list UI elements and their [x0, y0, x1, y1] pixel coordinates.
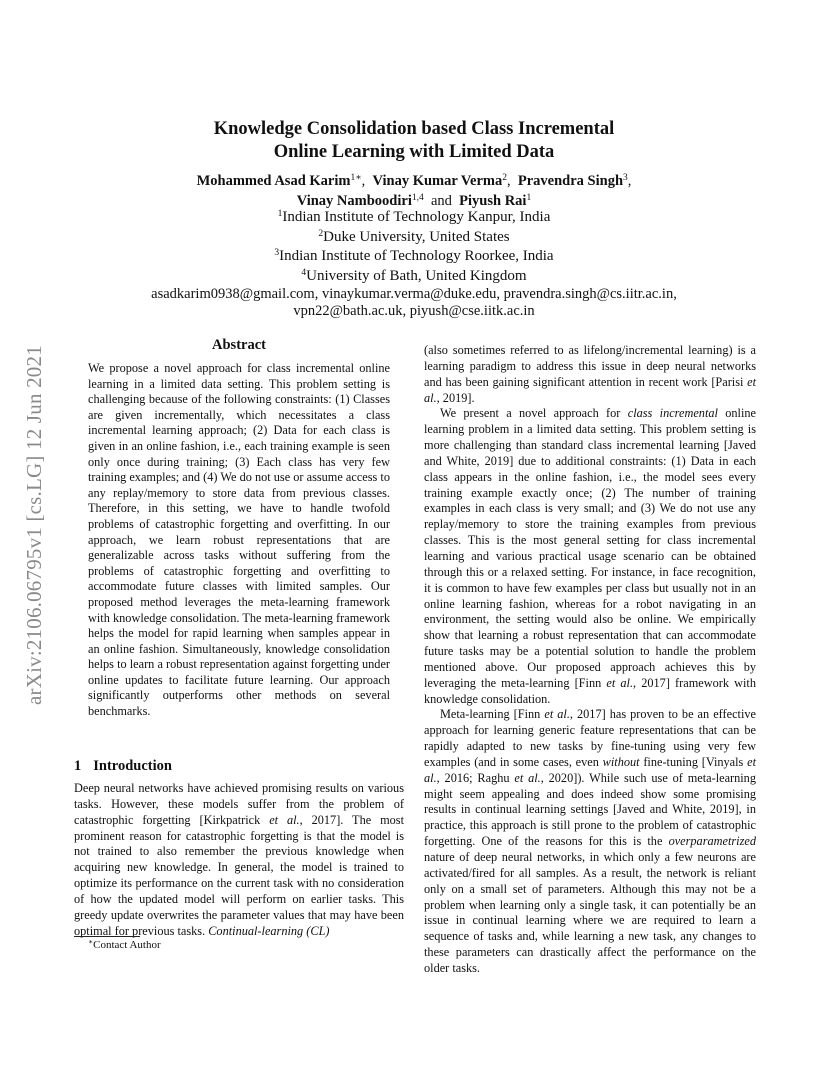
text-run: , 2020]). While such use of meta-learning might seem appealing and does indeed show some promising results in continual learning settings [Javed and White, 2019], in practice, this approach is still prone to the problem of catastrophic forgetting. One of the reasons for this is the [424, 770, 756, 849]
text-run-italic: et al. [424, 754, 756, 785]
affiliation [0, 228, 828, 248]
text-run: , 2017] framework with knowledge consolidation. [424, 675, 756, 706]
text-run-italic: et al. [544, 707, 570, 722]
author-name: Vinay Namboodiri [296, 192, 412, 209]
abstract-body [88, 361, 390, 720]
author-line-1: Mohammed Asad Karim$^{1∗}$, Vinay Kumar Verma$^2$, Pravendra Singh$^3$, [196, 173, 632, 189]
affiliation-sup: 1 [277, 209, 283, 219]
section-number: 1 [74, 758, 82, 774]
footnote-rule [74, 936, 140, 937]
text-run-italic: et al. [514, 770, 541, 785]
author-name: Pravendra Singh [517, 173, 624, 189]
affiliation-sup: 4 [301, 267, 307, 278]
text-run-italic: without [602, 754, 640, 769]
affiliation-text: University of Bath, United Kingdom [306, 267, 527, 284]
section-heading [74, 758, 172, 775]
intro-right-column [424, 343, 756, 977]
author-sup: 1∗ [350, 173, 362, 183]
text-run: nature of deep neural networks, in which only a few neurons are activated/fired for all samples. As a result, the network is reliant only on a small set of parameters. Although this may not be a problem when learning only a single task, it can potentially be an issue in continual learning where we are required to learn a sequence of tasks and, while learning a new task, any changes to these parameters can drastically affect the performance on the older tasks. [424, 850, 756, 975]
text-run: Deep neural networks have achieved promising results on various tasks. However, these models suffer from the problem of catastrophic forgetting [Kirkpatrick [74, 781, 404, 827]
affiliation [0, 247, 828, 267]
text-run: online learning problem in a limited data setting. This problem setting is more challenging than standard class incremental learning [Javed and White, 2019] due to additional constraints: (1) Data in each class appears in the online fashion, i.e., the model sees every training example exactly once; (2) The number of training examples in each class is very small; and (3) We do not use any replay/memory to store the training examples from previous classes. This is the most general setting for class incremental learning and various practical usage scenario can be obtained through this or a relaxed setting. For instance, in face recognition, it is common to have few examples per class but usually not in an online learning fashion, whereas for a robot navigating in an environment, the setting would also be online. We empirically show that learning a robust representation that can accommodate future tasks may be a potential solution to handle the problem mentioned above. Our proposed approach achieves this by leveraging the meta-learning [Finn [424, 406, 756, 690]
title-line-1: Knowledge Consolidation based Class Incremental [213, 119, 615, 139]
author-emails [0, 286, 828, 320]
author-name: Piyush Rai [459, 192, 527, 209]
text-run: , 2019]. [436, 390, 475, 405]
text-run-italic: class incremental [627, 406, 718, 421]
email-line-2: vpn22@bath.ac.uk, piyush@cse.iitk.ac.in [293, 303, 535, 319]
text-run: We present a novel approach for [440, 406, 628, 421]
author-sup: 2 [502, 173, 507, 183]
text-run-italic: et al. [424, 374, 756, 405]
email-line-1: asadkarim0938@gmail.com, vinaykumar.verma@duke.edu, pravendra.singh@cs.iitr.ac.in, [151, 286, 677, 302]
author-sup: 1,4 [411, 192, 424, 203]
text-run: , 2016; Raghu [436, 770, 515, 785]
affiliation-sup: 3 [274, 248, 280, 258]
text-run-italic: et al. [606, 675, 634, 690]
affiliation-text: Indian Institute of Technology Roorkee, India [279, 248, 554, 264]
affiliation [0, 208, 828, 228]
affiliation-sup: 2 [318, 228, 324, 239]
footnote-text: Contact Author [93, 939, 161, 951]
text-run-italic: Continual-learning (CL) [208, 923, 330, 938]
author-name: Mohammed Asad Karim [196, 173, 351, 189]
footnote [88, 939, 161, 951]
footnote-mark: ∗ [88, 937, 94, 946]
author-sup: 1 [526, 192, 532, 203]
title-line-2: Online Learning with Limited Data [273, 142, 555, 162]
affiliation-list [0, 208, 828, 286]
intro-paragraph [424, 343, 756, 406]
text-run-italic: overparametrized [668, 834, 756, 849]
author-sup: 3 [623, 173, 628, 183]
text-run-italic: et al. [269, 812, 300, 827]
section-title: Introduction [93, 758, 172, 774]
author-name: Vinay Kumar Verma [372, 173, 503, 189]
affiliation-text: Indian Institute of Technology Kanpur, India [282, 209, 551, 225]
text-run: , 2017]. The most prominent reason for catastrophic forgetting is that the model is not trained to also remember the previous knowledge when acquiring new knowledge. In general, the model is trained to optimize its performance on the current task with no consideration of how the updated model will perform on earlier tasks. This greedy update overwrites the parameter values that may have been optimal for previous tasks. [74, 812, 405, 938]
author-and: and [430, 192, 452, 209]
arxiv-identifier: arXiv:2106.06795v1 [cs.LG] 12 Jun 2021 [22, 345, 46, 705]
intro-paragraph [424, 406, 756, 707]
intro-left-column [74, 781, 404, 939]
paper-title [0, 118, 828, 164]
abstract-heading: Abstract [212, 337, 266, 353]
text-run: fine-tuning [Vinyals [639, 754, 748, 769]
author-list [0, 172, 828, 211]
text-run: Meta-learning [Finn [440, 707, 545, 722]
intro-paragraph [424, 707, 756, 976]
text-run: (also sometimes referred to as lifelong/incremental learning) is a learning paradigm to address this issue in deep neural networks and has been gaining significant attention in recent work [Parisi [424, 343, 756, 389]
intro-paragraph [74, 781, 404, 939]
text-run: , 2017] has proven to be an effective approach for learning generic feature representations that can be rapidly adapted to new tasks by fine-tuning using very few examples (and in some cases, even [424, 707, 756, 769]
affiliation [0, 267, 828, 287]
affiliation-text: Duke University, United States [323, 228, 510, 245]
abstract-paragraph: We propose a novel approach for class incremental online learning in a limited data setting. This problem setting is challenging because of the following constraints: (1) Classes are given incrementally, which necessitates a class incremental learning approach; (2) Data for each class is given in an online fashion, i.e., each training example is seen only once during training; (3) Each class has very few training examples; and (4) We do not use or assume access to any replay/memory to store data from previous classes. Therefore, in this setting, we have to handle twofold problems of catastrophic forgetting and overfitting. In our approach, we learn robust representations that are generalizable across tasks without suffering from the problems of catastrophic forgetting and overfitting to accommodate future classes with limited samples. Our proposed method leverages the meta-learning framework with knowledge consolidation. The meta-learning framework helps the model for rapid learning when samples appear in an online fashion. Simultaneously, knowledge consolidation helps to learn a robust representation against forgetting under online updates to facilitate future learning. Our approach significantly outperforms other methods on several benchmarks. [88, 361, 390, 719]
